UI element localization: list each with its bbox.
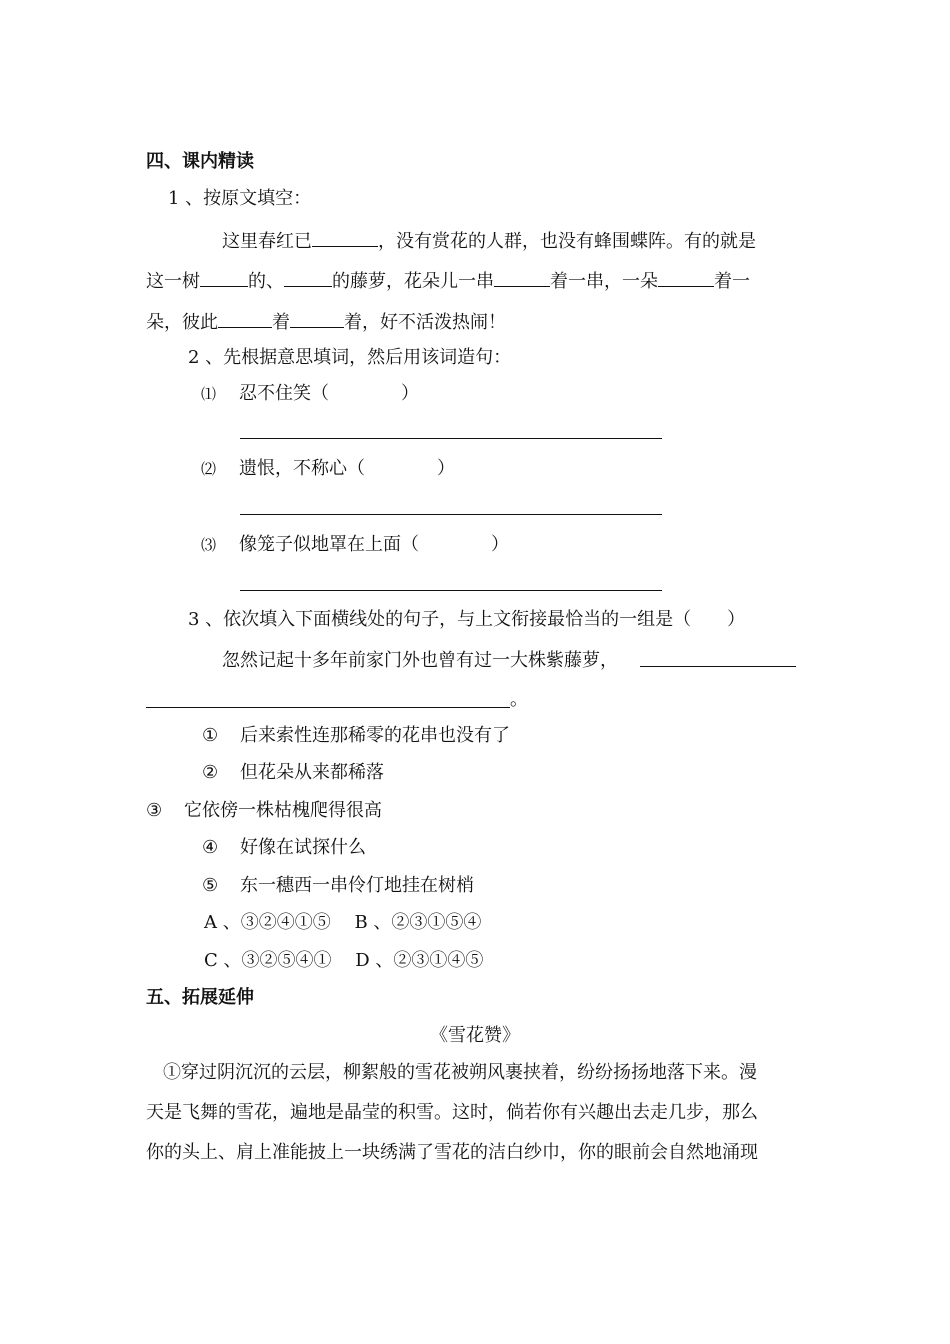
q1-line1 — [222, 228, 756, 254]
q2-item-2 — [201, 457, 455, 481]
section-heading-5: 五、拓展延伸 — [146, 987, 254, 1008]
item-text: 像笼子似地罩在上面（ ） — [239, 534, 509, 555]
answer-line[interactable] — [240, 590, 662, 591]
option-number: ③ — [146, 800, 163, 821]
q1-line2 — [146, 268, 750, 294]
option-number: ② — [202, 762, 219, 783]
q3-option-4 — [202, 836, 366, 860]
blank[interactable] — [218, 309, 272, 328]
answer-line[interactable] — [240, 438, 662, 439]
option-text: 后来索性连那稀零的花串也没有了 — [240, 725, 510, 746]
article-title: 《雪花赞》 — [430, 1025, 520, 1046]
q1-text: 这里春红已 — [222, 231, 312, 252]
item-text: 遗恨，不称心（ ） — [239, 458, 455, 479]
option-number: ④ — [202, 837, 219, 858]
q3-label: 3 、依次填入下面横线处的句子，与上文衔接最恰当的一组是（ ） — [188, 609, 746, 630]
item-number: ⑴ — [201, 385, 217, 403]
blank[interactable] — [658, 268, 714, 287]
article-line-2: 天是飞舞的雪花，遍地是晶莹的积雪。这时，倘若你有兴趣出去走几步，那么 — [146, 1102, 758, 1123]
q1-text: 朵，彼此 — [146, 312, 218, 333]
q1-text: 着一串，一朵 — [550, 271, 658, 292]
q1-text: ，没有赏花的人群，也没有蜂围蝶阵。有的就是 — [378, 231, 756, 252]
blank[interactable] — [284, 268, 332, 287]
item-number: ⑵ — [201, 460, 217, 478]
option-text: 但花朵从来都稀落 — [240, 762, 384, 783]
q3-choices-row-2[interactable]: C 、③②⑤④① D 、②③①④⑤ — [204, 950, 484, 971]
q2-item-3 — [201, 533, 509, 557]
article-line-3: 你的头上、肩上准能披上一块绣满了雪花的洁白纱巾，你的眼前会自然地涌现 — [146, 1142, 758, 1163]
q3-option-3 — [146, 799, 382, 823]
blank[interactable] — [290, 309, 344, 328]
option-text: 它依傍一株枯槐爬得很高 — [184, 800, 382, 821]
q1-text: 着 — [272, 312, 290, 333]
option-text: 东一穗西一串伶仃地挂在树梢 — [240, 875, 474, 896]
item-number: ⑶ — [201, 536, 217, 554]
q3-option-5 — [202, 874, 474, 898]
q1-text: 着，好不活泼热闹！ — [344, 312, 506, 333]
article-line-1: ①穿过阴沉沉的云层，柳絮般的雪花被朔风裹挟着，纷纷扬扬地落下来。漫 — [163, 1062, 757, 1083]
answer-line[interactable] — [240, 514, 662, 515]
q3-prompt: 忽然记起十多年前家门外也曾有过一大株紫藤萝， — [222, 650, 618, 671]
answer-line[interactable] — [146, 707, 510, 708]
q3-option-2 — [202, 761, 384, 785]
q1-text: 的藤萝，花朵儿一串 — [332, 271, 494, 292]
q3-end-period: 。 — [510, 689, 528, 710]
q1-text: 这一树 — [146, 271, 200, 292]
q3-option-1 — [202, 724, 510, 748]
blank[interactable] — [312, 228, 378, 247]
option-number: ⑤ — [202, 875, 219, 896]
option-text: 好像在试探什么 — [240, 837, 366, 858]
q3-choices-row-1[interactable]: A 、③②④①⑤ B 、②③①⑤④ — [204, 912, 482, 933]
blank[interactable] — [494, 268, 550, 287]
q2-label: 2 、先根据意思填词，然后用该词造句： — [188, 347, 512, 368]
q1-text: 的、 — [248, 271, 284, 292]
section-heading-4: 四、课内精读 — [146, 151, 254, 172]
blank[interactable] — [200, 268, 248, 287]
q1-line3 — [146, 309, 506, 335]
q1-text: 着一 — [714, 271, 750, 292]
option-number: ① — [202, 725, 219, 746]
q2-item-1 — [201, 382, 419, 406]
q1-label: 1 、按原文填空： — [168, 188, 312, 209]
answer-line[interactable] — [640, 666, 796, 667]
item-text: 忍不住笑（ ） — [239, 383, 419, 404]
